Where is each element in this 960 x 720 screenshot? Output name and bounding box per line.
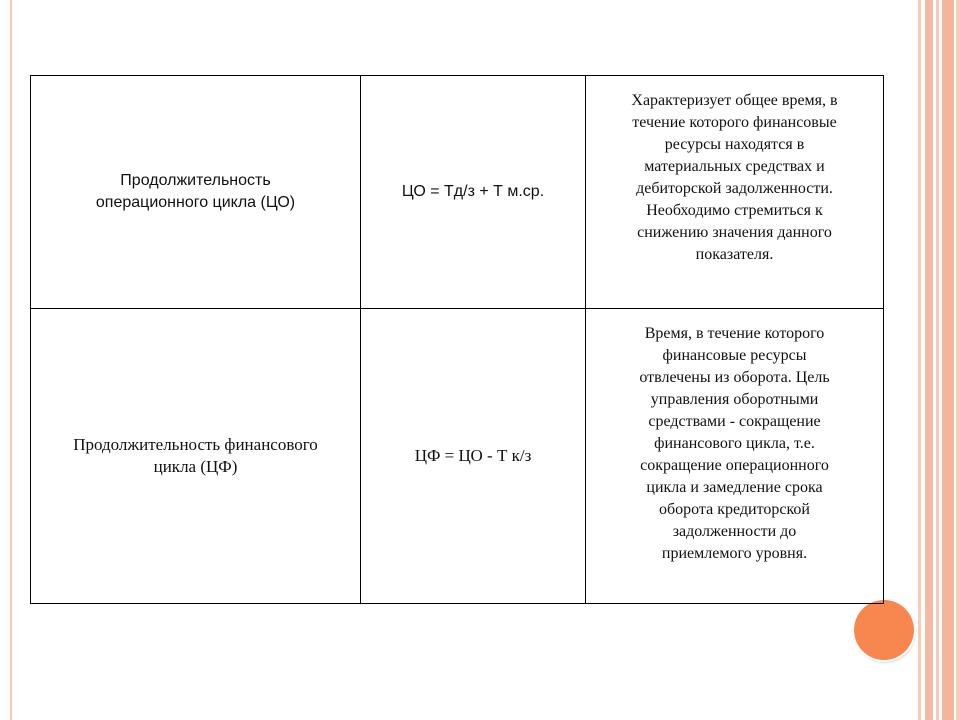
stripe	[956, 0, 960, 720]
formula-cell	[361, 309, 586, 604]
description-cell	[586, 309, 884, 604]
description: Характеризует общее время, в течение которого финансовые ресурсы находятся в материальных средствах и дебиторской задолженности. Необходимо стремиться к снижению значения данного показателя.	[631, 92, 838, 263]
stripe	[925, 0, 933, 720]
indicator-name: Продолжительность финансового цикла (ЦФ)	[73, 435, 318, 476]
right-decorative-stripes	[918, 0, 960, 720]
table-row	[31, 76, 884, 309]
indicator-name-cell	[31, 309, 361, 604]
stripe	[918, 0, 921, 720]
cycle-table	[30, 75, 884, 604]
formula: ЦО = Тд/з + Т м.ср.	[401, 183, 545, 200]
indicator-name-cell	[31, 76, 361, 309]
indicator-name: Продолжительность операционного цикла (ЦО)	[95, 172, 296, 211]
stripe	[936, 0, 939, 720]
stripe	[942, 0, 954, 720]
description-cell	[586, 76, 884, 309]
formula: ЦФ = ЦО - Т к/з	[414, 446, 532, 465]
left-border-line	[10, 0, 12, 720]
formula-cell	[361, 76, 586, 309]
decorative-circle	[854, 600, 914, 660]
description: Время, в течение которого финансовые ресурсы отвлечены из оборота. Цель управления оборотными средствами - сокращение финансового цикла, т.е. сокращение операционного цикла и замедление срока оборота кредиторской задолженности до приемлемого уровня.	[639, 325, 830, 562]
table-row	[31, 309, 884, 604]
